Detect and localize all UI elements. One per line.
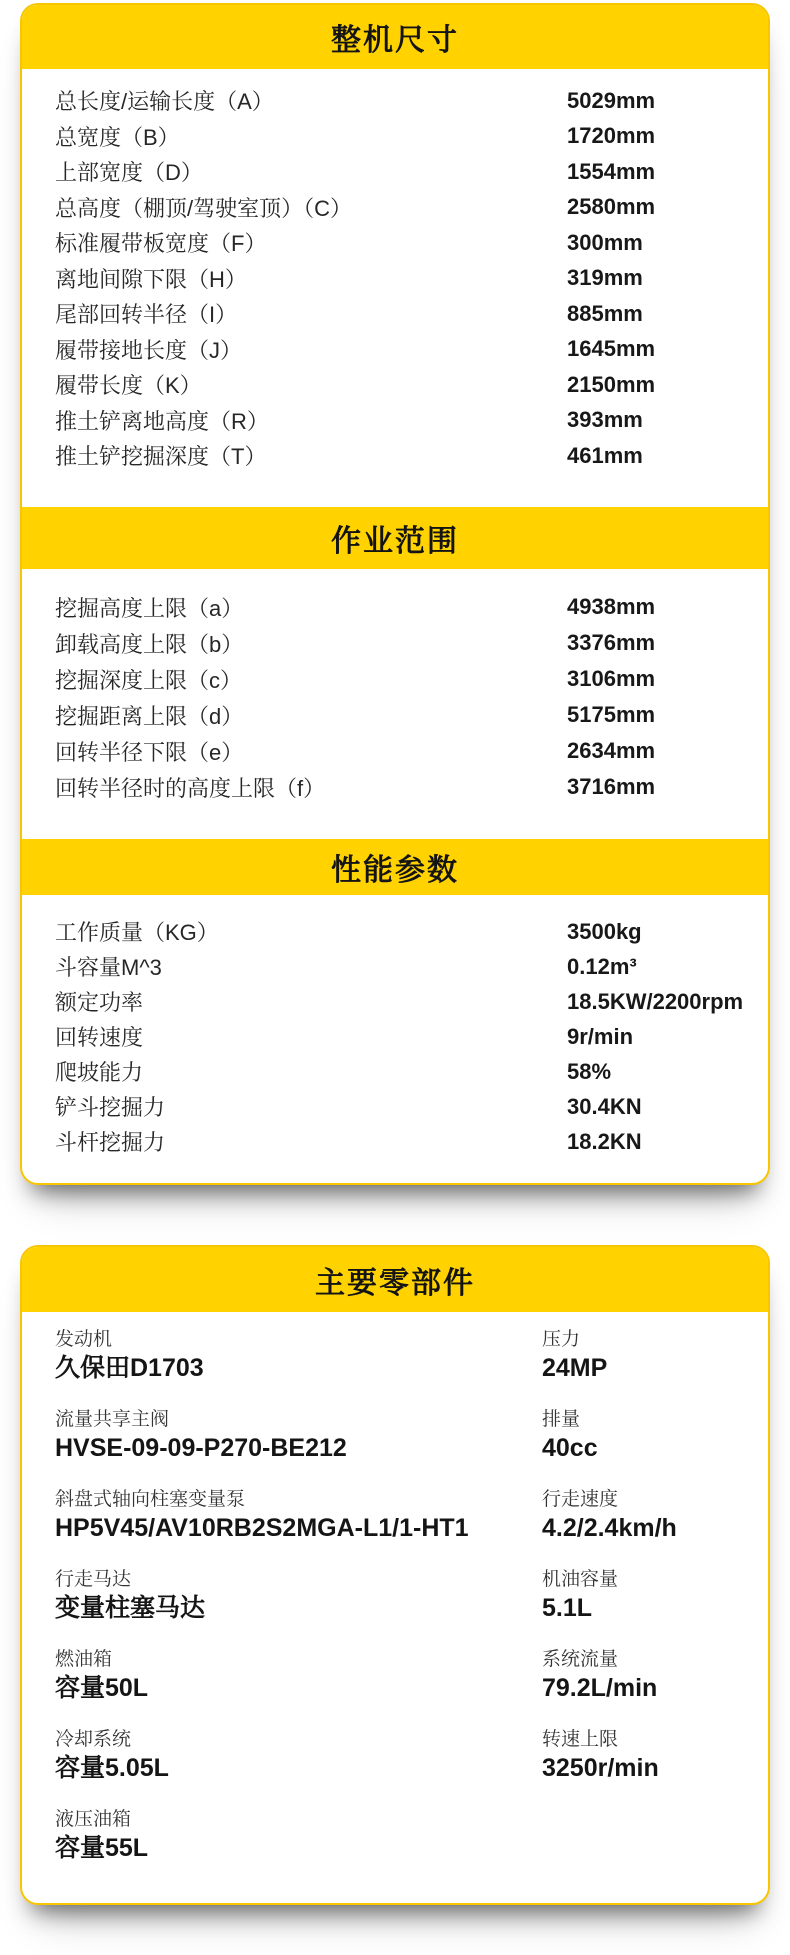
spec-value: 3500kg: [567, 918, 642, 944]
component-value: 久保田D1703: [55, 1354, 204, 1382]
component-item: [55, 1327, 542, 1407]
spec-label: 斗杆挖掘力: [55, 1130, 166, 1155]
spec-value: 9r/min: [567, 1023, 634, 1049]
spec-value: 2150mm: [567, 371, 656, 397]
component-label: 液压油箱: [55, 1809, 132, 1830]
spec-row: [22, 589, 768, 625]
spec-label: 推土铲离地高度（R）: [55, 408, 269, 434]
component-label: 发动机: [55, 1329, 113, 1350]
spec-label: 标准履带板宽度（F）: [55, 231, 267, 257]
spec-row: [22, 949, 768, 984]
spec-label: 总宽度（B）: [55, 124, 180, 150]
component-value: 容量5.05L: [55, 1754, 169, 1782]
spec-row: [22, 225, 768, 261]
component-label: 行走速度: [542, 1489, 619, 1510]
spec-row: [22, 190, 768, 226]
spec-value: 5175mm: [567, 702, 656, 727]
component-label: 机油容量: [542, 1569, 619, 1590]
component-item: [542, 1487, 752, 1567]
working-range-spec-list: [22, 569, 768, 839]
spec-label: 挖掘距离上限（d）: [55, 703, 244, 729]
section-header-dimensions: [22, 5, 768, 69]
component-item: [542, 1407, 752, 1487]
spec-row: [22, 332, 768, 368]
spec-value: 5029mm: [567, 87, 656, 113]
spec-value: 18.2KN: [567, 1128, 642, 1154]
component-item: [55, 1727, 542, 1807]
section-header-working-range: [22, 507, 768, 569]
spec-value: 885mm: [567, 300, 643, 326]
spec-label: 总高度（棚顶/驾驶室顶）（C）: [55, 195, 353, 221]
spec-value: 3376mm: [567, 630, 656, 655]
component-value: 79.2L/min: [542, 1674, 658, 1702]
component-label: 冷却系统: [55, 1729, 132, 1750]
spec-row: [22, 697, 768, 733]
spec-value: 18.5KW/2200rpm: [567, 988, 744, 1014]
component-value: 4.2/2.4km/h: [542, 1514, 677, 1542]
section-header-performance: [22, 839, 768, 895]
component-value: 3250r/min: [542, 1754, 659, 1782]
component-label: 斜盘式轴向柱塞变量泵: [55, 1489, 246, 1510]
spec-row: [22, 261, 768, 297]
spec-value: 2580mm: [567, 194, 656, 220]
spec-label: 回转速度: [55, 1025, 144, 1050]
spec-value: 30.4KN: [567, 1093, 642, 1119]
spec-row: [22, 625, 768, 661]
spec-row: [22, 1054, 768, 1089]
spec-value: 58%: [567, 1058, 612, 1084]
section-title: 整机尺寸: [331, 24, 459, 57]
spec-value: 393mm: [567, 407, 643, 433]
spec-label: 工作质量（KG）: [55, 920, 219, 945]
spec-label: 尾部回转半径（I）: [55, 302, 238, 328]
spec-value: 1720mm: [567, 123, 656, 149]
component-item: [55, 1567, 542, 1647]
components-grid: [22, 1312, 768, 1887]
spec-row: [22, 403, 768, 439]
section-title: 作业范围: [331, 525, 459, 558]
component-item: [542, 1647, 752, 1727]
spec-value: 3716mm: [567, 774, 656, 799]
component-item: [542, 1567, 752, 1647]
component-item: [55, 1487, 542, 1567]
spec-label: 履带接地长度（J）: [55, 337, 243, 363]
component-item-empty: [542, 1807, 752, 1887]
dimensions-spec-list: [22, 69, 768, 507]
component-item: [542, 1327, 752, 1407]
component-label: 转速上限: [542, 1729, 619, 1750]
spec-label: 挖掘高度上限（a）: [55, 595, 244, 621]
spec-label: 履带长度（K）: [55, 373, 202, 399]
component-value: HVSE-09-09-P270-BE212: [55, 1434, 347, 1462]
spec-row: [22, 769, 768, 805]
spec-value: 0.12m³: [567, 953, 637, 979]
spec-label: 上部宽度（D）: [55, 160, 203, 186]
component-value: HP5V45/AV10RB2S2MGA-L1/1-HT1: [55, 1514, 469, 1542]
section-title: 主要零部件: [315, 1266, 475, 1300]
component-item: [55, 1407, 542, 1487]
spec-label: 挖掘深度上限（c）: [55, 667, 243, 693]
section-header-components: [22, 1247, 768, 1312]
spec-label: 爬坡能力: [55, 1060, 144, 1085]
spec-value: 461mm: [567, 442, 643, 468]
section-title: 性能参数: [331, 854, 459, 887]
spec-row: [22, 661, 768, 697]
component-label: 排量: [542, 1409, 581, 1430]
spec-label: 回转半径时的高度上限（f）: [55, 775, 326, 801]
spec-row: [22, 154, 768, 190]
specs-card: [20, 3, 770, 1185]
spec-row: [22, 1124, 768, 1159]
components-card: [20, 1245, 770, 1905]
spec-label: 离地间隙下限（H）: [55, 266, 247, 292]
spec-label: 总长度/运输长度（A）: [55, 89, 274, 115]
spec-row: [22, 367, 768, 403]
component-item: [55, 1647, 542, 1727]
performance-spec-list: [22, 895, 768, 1185]
component-label: 燃油箱: [55, 1649, 113, 1670]
spec-value: 300mm: [567, 229, 643, 255]
spec-row: [22, 984, 768, 1019]
spec-value: 3106mm: [567, 666, 656, 691]
component-value: 24MP: [542, 1354, 608, 1382]
spec-label: 回转半径下限（e）: [55, 739, 244, 765]
spec-value: 1554mm: [567, 158, 656, 184]
spec-row: [22, 119, 768, 155]
spec-label: 铲斗挖掘力: [55, 1095, 166, 1120]
spec-value: 2634mm: [567, 738, 656, 763]
spec-label: 卸载高度上限（b）: [55, 631, 244, 657]
component-label: 系统流量: [542, 1649, 619, 1670]
spec-row: [22, 1019, 768, 1054]
spec-row: [22, 83, 768, 119]
component-item: [542, 1727, 752, 1807]
component-label: 行走马达: [55, 1569, 132, 1590]
component-value: 容量50L: [55, 1674, 149, 1702]
spec-row: [22, 438, 768, 474]
component-value: 变量柱塞马达: [55, 1594, 206, 1622]
spec-value: 4938mm: [567, 594, 656, 619]
spec-row: [22, 733, 768, 769]
component-label: 流量共享主阀: [55, 1409, 170, 1430]
spec-label: 推土铲挖掘深度（T）: [55, 444, 267, 470]
component-item: [55, 1807, 542, 1887]
spec-label: 额定功率: [55, 990, 144, 1015]
spec-value: 1645mm: [567, 336, 656, 362]
spec-value: 319mm: [567, 265, 643, 291]
component-value: 5.1L: [542, 1594, 593, 1622]
spec-row: [22, 914, 768, 949]
spec-row: [22, 296, 768, 332]
component-value: 40cc: [542, 1434, 598, 1462]
spec-row: [22, 1089, 768, 1124]
component-value: 容量55L: [55, 1834, 149, 1862]
component-label: 压力: [542, 1329, 581, 1350]
spec-label: 斗容量M^3: [55, 955, 162, 980]
